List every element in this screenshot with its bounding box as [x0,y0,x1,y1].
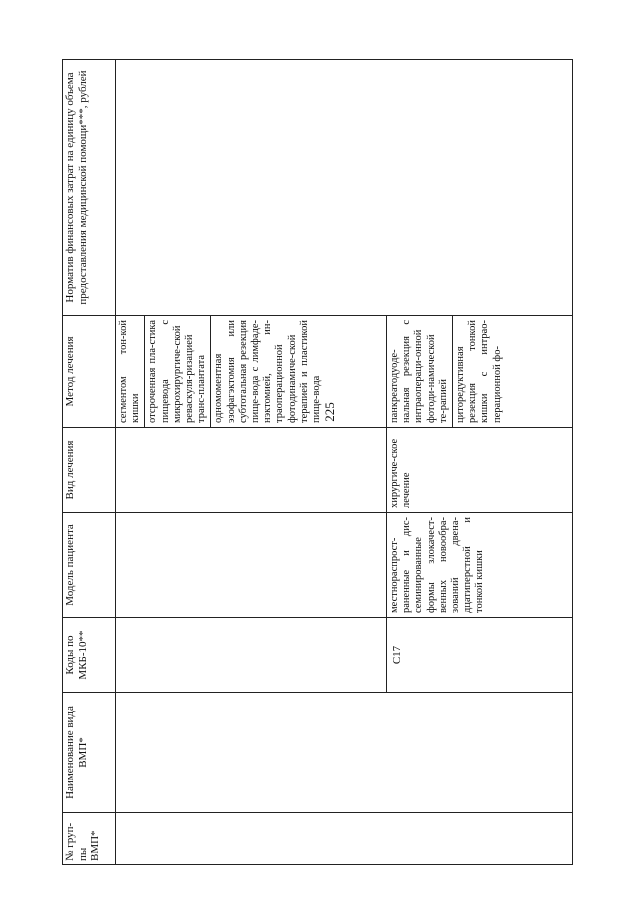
page-number: 225 [322,402,337,422]
cell-kind-c17 [387,428,573,513]
patient-model-text: местнораспрост-раненные и дис-семинированные формы злокачест-венных новообра-зований двена-дцатиперстной и тонкой кишки [389,517,486,613]
header-norm: Норматив финансовых затрат на единицу объема предоставления медицинской помощи***, рублей [63,60,116,316]
cell-name [116,693,573,813]
header-kind: Вид лечения [63,428,116,513]
cell-group [116,813,573,865]
method-item: циторедуктивная резекция тонкой кишки с интрао-перационной фо- [452,316,506,427]
cell-norm [116,60,573,316]
header-name: Наименование вида ВМП* [63,693,116,813]
vmp-table [62,59,573,865]
header-method: Метод лечения [63,316,116,428]
cell-model-continued [116,513,387,618]
cell-method-continued [116,316,387,428]
method-item: отсроченная пла-стика пищевода с микрохирургиче-ской реваскуля-ризацией транс-плантата [144,316,210,427]
treatment-kind-text: хирургиче-ское лечение [389,438,413,508]
method-item: панкреатодуоде-нальная резекция с интраопераци-онной фотоди-намической те-рапией [389,320,449,423]
cell-code-c17: C17 [387,618,573,693]
header-codes: Коды по МКБ-10** [63,618,116,693]
rotated-table-sheet [62,60,573,865]
method-item: одномоментная эзофагэктомия или субтотальная резекция пище-вода с лимфаде-нэктомией, ин-траоперационной фотодинамиче-ской терапией и пластикой пище-вода [210,316,325,427]
header-group: № груп-пы ВМП* [63,813,116,865]
cell-kind-continued [116,428,387,513]
cell-model-c17 [387,513,573,618]
cell-method-c17 [387,316,573,428]
cell-codes-continued [116,618,387,693]
method-item: сегментом тон-кой кишки [118,320,142,423]
header-model: Модель пациента [63,513,116,618]
